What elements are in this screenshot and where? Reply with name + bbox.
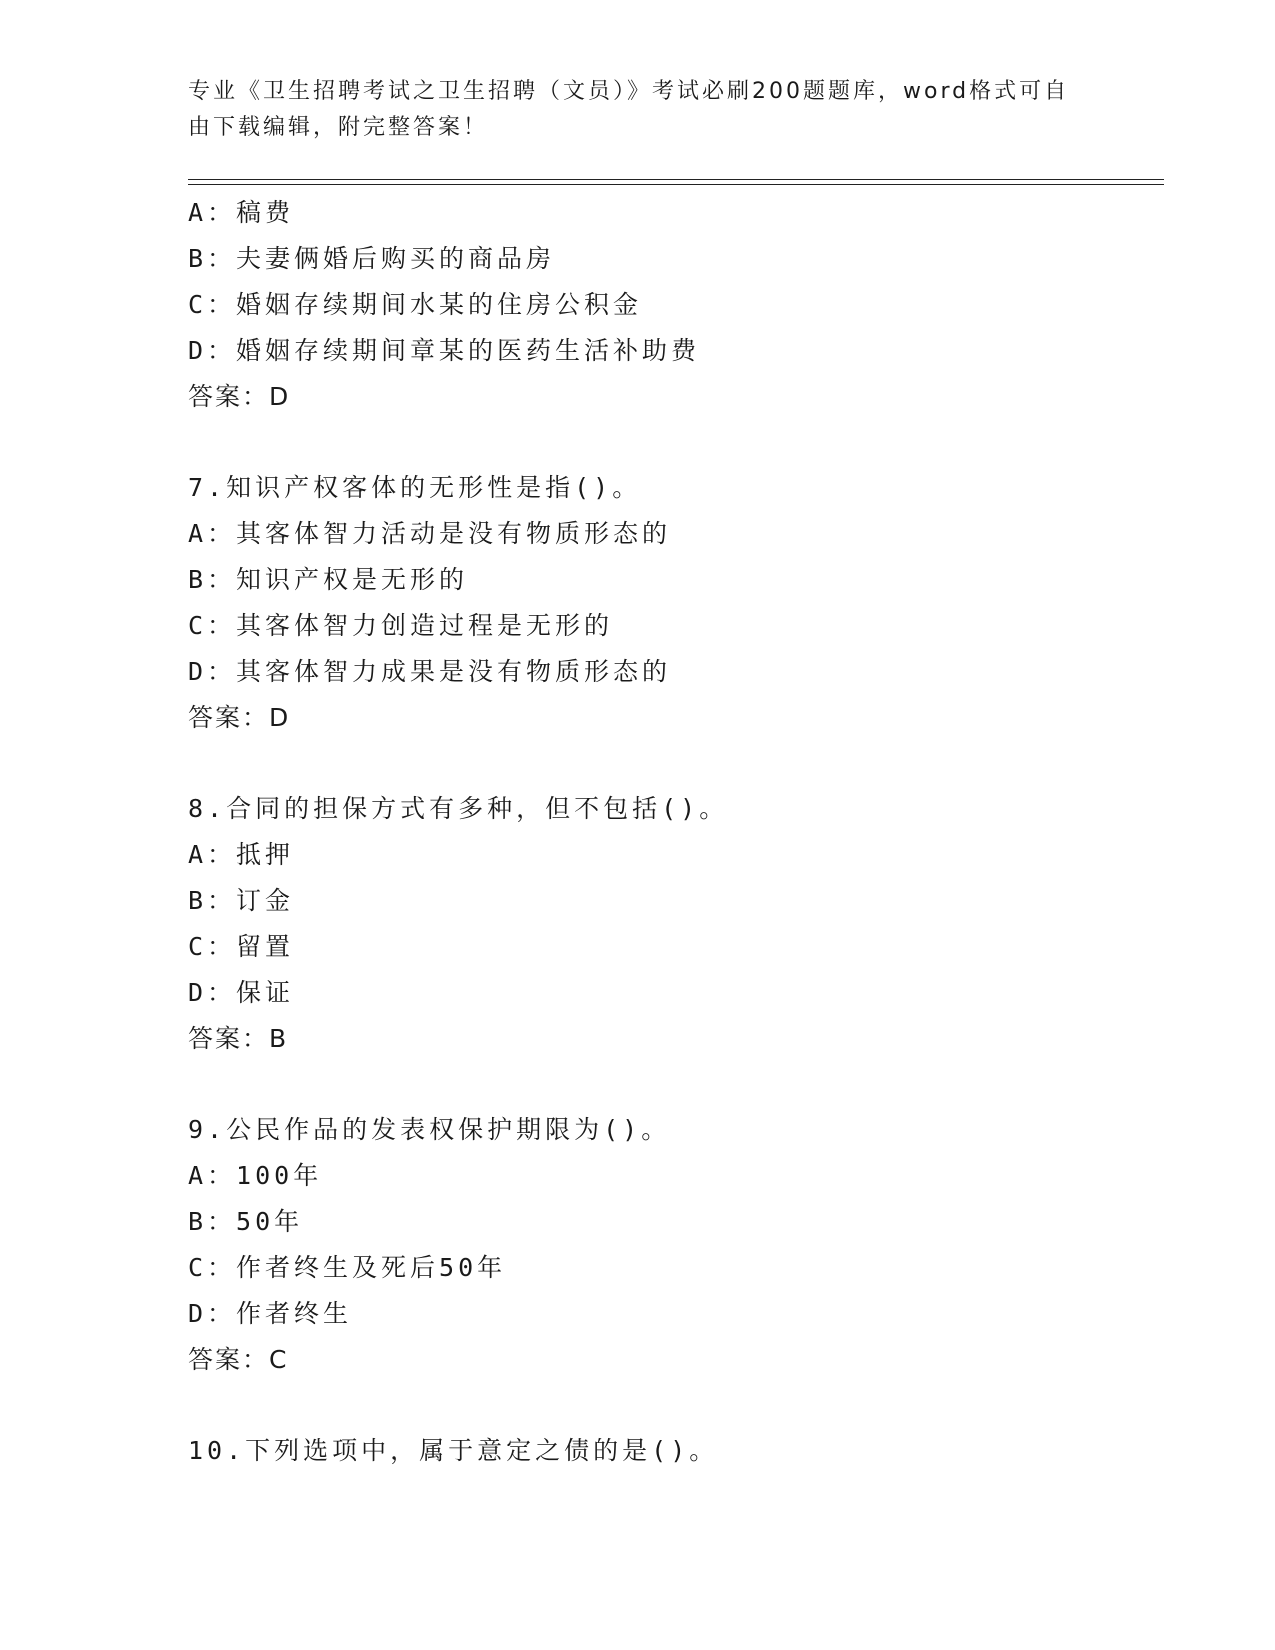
answer-text: 答案：D	[188, 382, 291, 411]
header-divider-top	[188, 179, 1164, 180]
option-b: B：夫妻俩婚后购买的商品房	[188, 244, 556, 273]
option-c: C：作者终生及死后50年	[188, 1253, 507, 1282]
option-c: C：其客体智力创造过程是无形的	[188, 611, 614, 640]
question-text: 10.下列选项中，属于意定之债的是()。	[188, 1436, 719, 1465]
header-line-1: 专业《卫生招聘考试之卫生招聘（文员）》考试必刷200题题库，word格式可自	[188, 79, 1070, 104]
option-a: A：100年	[188, 1161, 323, 1190]
option-d: D：保证	[188, 978, 295, 1007]
question-block	[188, 1107, 1168, 1383]
answer-text: 答案：C	[188, 1345, 289, 1374]
option-d: D：其客体智力成果是没有物质形态的	[188, 657, 672, 686]
option-a: A：稿费	[188, 198, 295, 227]
question-block	[188, 465, 1168, 741]
question-text: 8.合同的担保方式有多种，但不包括()。	[188, 794, 729, 823]
block-spacer	[188, 420, 1168, 465]
header-line-2: 由下载编辑，附完整答案！	[188, 115, 489, 140]
block-spacer	[188, 1383, 1168, 1428]
option-c: C：婚姻存续期间水某的住房公积金	[188, 290, 643, 319]
question-block	[188, 190, 1168, 420]
option-a: A：抵押	[188, 840, 295, 869]
question-text: 7.知识产权客体的无形性是指()。	[188, 473, 642, 502]
option-d: D：作者终生	[188, 1299, 353, 1328]
question-block	[188, 1428, 1168, 1474]
option-b: B：订金	[188, 886, 295, 915]
answer-text: 答案：B	[188, 1024, 289, 1053]
option-c: C：留置	[188, 932, 295, 961]
block-spacer	[188, 1062, 1168, 1107]
option-b: B：50年	[188, 1207, 304, 1236]
option-a: A：其客体智力活动是没有物质形态的	[188, 519, 672, 548]
answer-text: 答案：D	[188, 703, 291, 732]
block-spacer	[188, 741, 1168, 786]
question-text: 9.公民作品的发表权保护期限为()。	[188, 1115, 671, 1144]
document-header	[188, 74, 1088, 146]
question-list	[188, 190, 1168, 1474]
option-b: B：知识产权是无形的	[188, 565, 469, 594]
header-divider-bottom	[188, 184, 1164, 185]
option-d: D：婚姻存续期间章某的医药生活补助费	[188, 336, 701, 365]
question-block	[188, 786, 1168, 1062]
